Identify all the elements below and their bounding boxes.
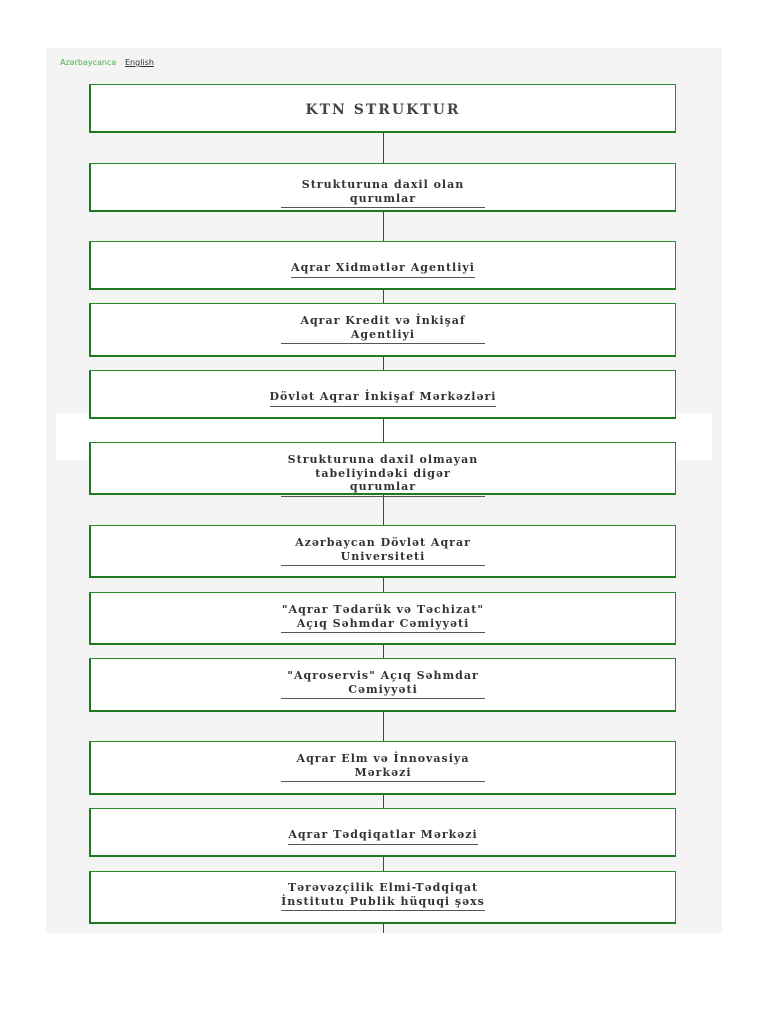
connector-line — [383, 644, 384, 658]
connector-line — [383, 211, 384, 241]
org-link[interactable]: Strukturuna daxil olmayan tabeliyindəki digər qurumlar — [281, 453, 485, 497]
org-link[interactable]: Aqrar Xidmətlər Agentliyi — [291, 261, 475, 278]
connector-line — [383, 923, 384, 933]
org-link[interactable]: "Aqrar Tədarük və Təchizat" Açıq Səhmdar Cəmiyyəti — [281, 603, 485, 633]
org-box[interactable] — [89, 442, 676, 495]
org-box[interactable] — [89, 370, 676, 419]
connector-line — [383, 418, 384, 442]
connector-line — [383, 577, 384, 592]
connector-line — [383, 289, 384, 303]
org-box[interactable] — [89, 592, 676, 645]
org-box[interactable] — [89, 303, 676, 357]
org-link[interactable]: Strukturuna daxil olan qurumlar — [281, 178, 485, 208]
connector-line — [383, 132, 384, 163]
connector-line — [383, 711, 384, 741]
org-link[interactable]: Azərbaycan Dövlət Aqrar Universiteti — [281, 536, 485, 566]
org-link[interactable]: Aqrar Tədqiqatlar Mərkəzi — [288, 828, 477, 845]
org-box[interactable] — [89, 525, 676, 578]
org-link[interactable]: Aqrar Elm və İnnovasiya Mərkəzi — [281, 752, 485, 782]
connector-line — [383, 856, 384, 871]
org-box[interactable] — [89, 808, 676, 857]
connector-line — [383, 794, 384, 808]
org-box[interactable] — [89, 741, 676, 795]
org-link[interactable]: Dövlət Aqrar İnkişaf Mərkəzləri — [270, 390, 497, 407]
org-link[interactable]: "Aqroservis" Açıq Səhmdar Cəmiyyəti — [281, 669, 485, 699]
connector-line — [383, 356, 384, 370]
page-title: KTN STRUKTUR — [305, 102, 461, 118]
language-azerbaijani-link[interactable]: Azərbaycanca — [60, 58, 117, 67]
org-box[interactable] — [89, 241, 676, 290]
connector-line — [383, 494, 384, 525]
org-box[interactable] — [89, 871, 676, 924]
org-link[interactable]: Tərəvəzçilik Elmi-Tədqiqat İnstitutu Publik hüquqi şəxs — [281, 881, 485, 911]
language-english-link[interactable]: English — [125, 58, 154, 67]
title-box — [89, 84, 676, 133]
org-link[interactable]: Aqrar Kredit və İnkişaf Agentliyi — [281, 314, 485, 344]
org-box[interactable] — [89, 658, 676, 712]
org-box[interactable] — [89, 163, 676, 212]
